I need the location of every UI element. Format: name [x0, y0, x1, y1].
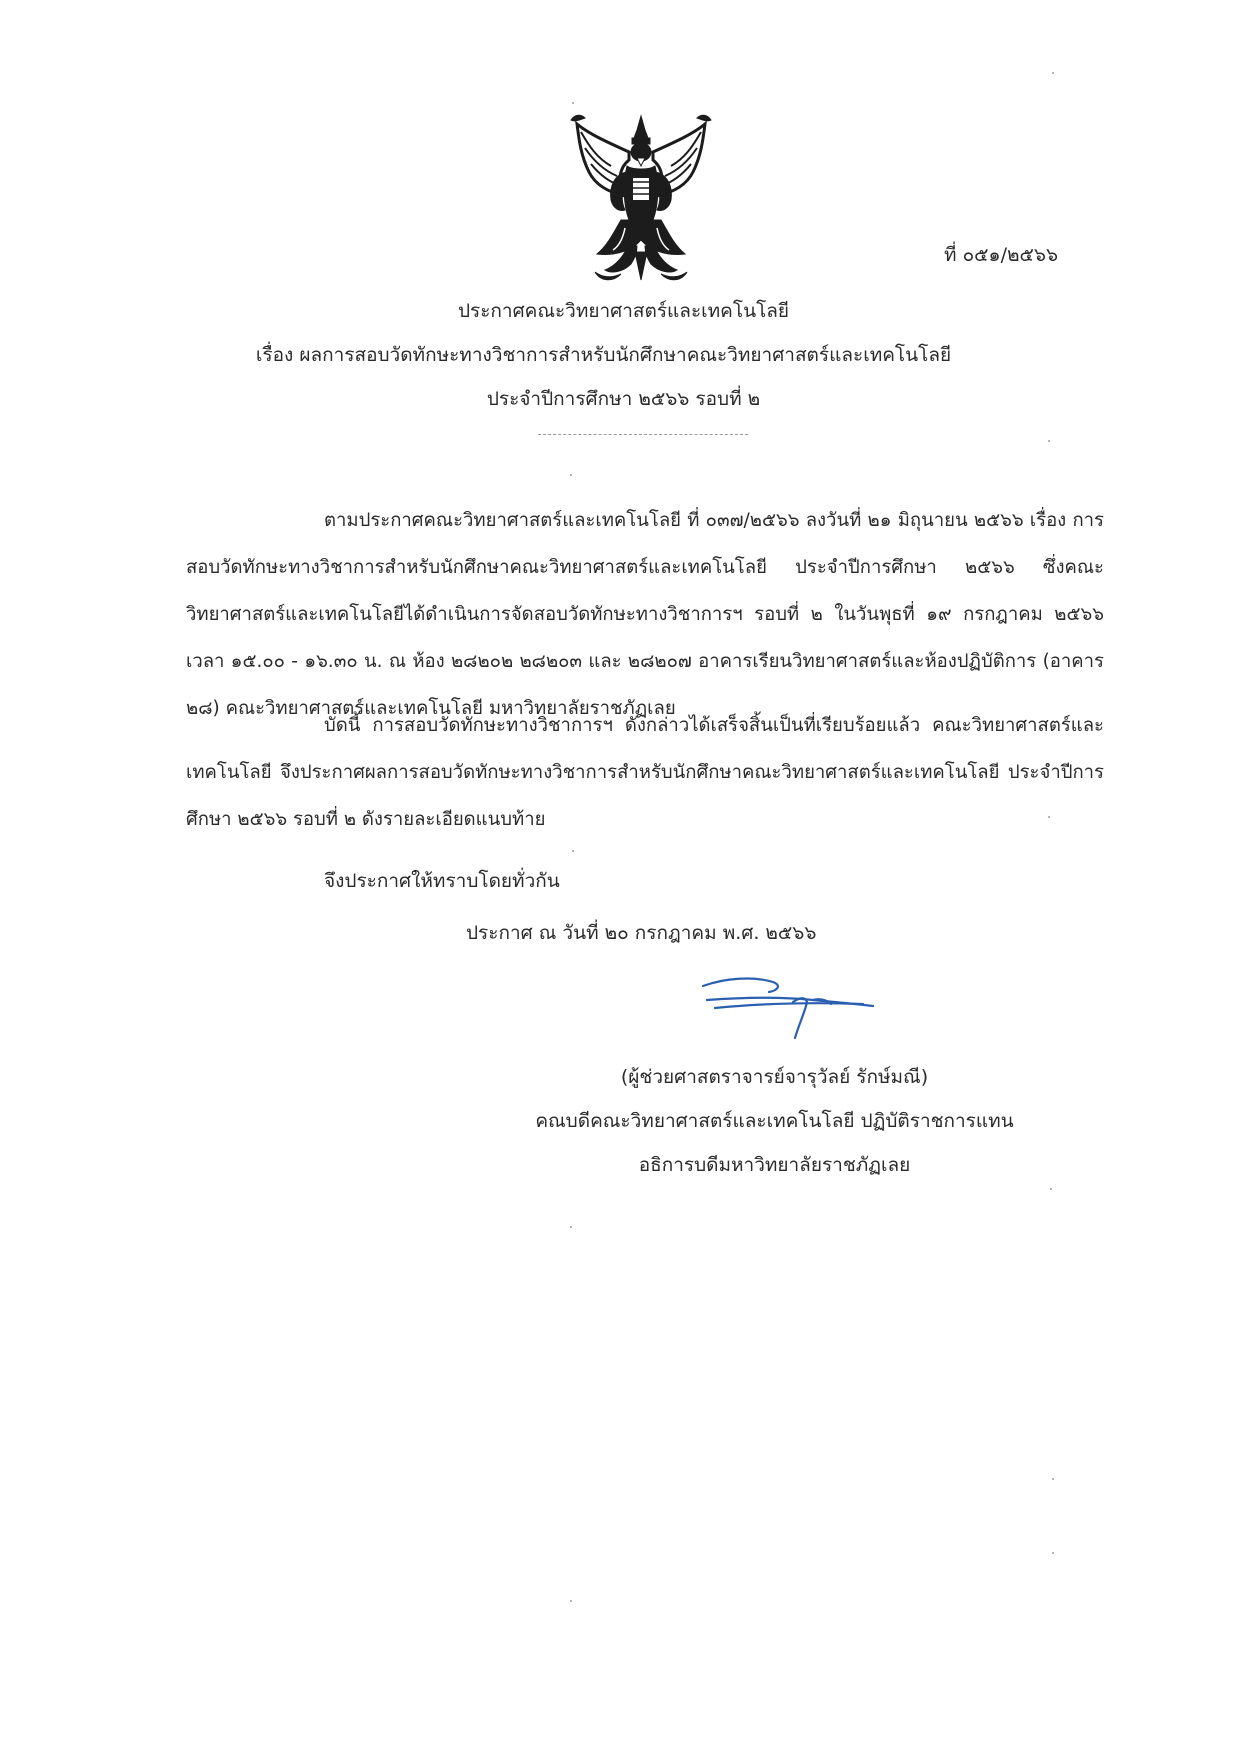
scan-speck — [1052, 1478, 1054, 1480]
signature-mark-icon — [695, 972, 880, 1042]
scan-speck — [570, 1600, 572, 1602]
garuda-emblem-icon — [567, 112, 715, 284]
scan-speck — [1052, 1552, 1054, 1554]
closing-statement: จึงประกาศให้ทราบโดยทั่วกัน — [324, 870, 560, 892]
announcement-subject: เรื่อง ผลการสอบวัดทักษะทางวิชาการสำหรับนักศึกษาคณะวิทยาศาสตร์และเทคโนโลยี — [255, 344, 952, 366]
signatory-acting-for: อธิการบดีมหาวิทยาลัยราชภัฏเลย — [638, 1154, 911, 1176]
announcement-issuer: ประกาศคณะวิทยาศาสตร์และเทคโนโลยี — [457, 300, 790, 322]
document-number: ที่ ๐๕๑/๒๕๖๖ — [944, 244, 1059, 266]
scan-speck — [1050, 1188, 1052, 1190]
signatory-position: คณบดีคณะวิทยาศาสตร์และเทคโนโลยี ปฏิบัติราชการแทน — [535, 1110, 1014, 1132]
announcement-date: ประกาศ ณ วันที่ ๒๐ กรกฎาคม พ.ศ. ๒๕๖๖ — [466, 922, 817, 944]
body-paragraph-2: บัดนี้ การสอบวัดทักษะทางวิชาการฯ ดังกล่าวได้เสร็จสิ้นเป็นที่เรียบร้อยแล้ว คณะวิทยาศาสตร์และเทคโนโลยี จึงประกาศผลการสอบวัดทักษะทางวิชาการสำหรับนักศึกษาคณะวิทยาศาสตร์และเทคโนโลยี ประจำปีการศึกษา ๒๕๖๖ รอบที่ ๒ ดังรายละเอียดแนบท้าย — [186, 715, 1104, 830]
scan-speck — [572, 102, 574, 104]
announcement-academic-year: ประจำปีการศึกษา ๒๕๖๖ รอบที่ ๒ — [486, 388, 761, 410]
body-paragraph-1: ตามประกาศคณะวิทยาศาสตร์และเทคโนโลยี ที่ ๐๓๗/๒๕๖๖ ลงวันที่ ๒๑ มิถุนายน ๒๕๖๖ เรื่อง การสอบวัดทักษะทางวิชาการสำหรับนักศึกษาคณะวิทยาศาสตร์และเทคโนโลยี ประจำปีการศึกษา ๒๕๖๖ ซึ่งคณะวิทยาศาสตร์และเทคโนโลยีได้ดำเนินการจัดสอบวัดทักษะทางวิชาการฯ รอบที่ ๒ ในวันพุธที่ ๑๙ กรกฎาคม ๒๕๖๖ เวลา ๑๕.๐๐ - ๑๖.๓๐ น. ณ ห้อง ๒๘๒๐๒ ๒๘๒๐๓ และ ๒๘๒๐๗ อาคารเรียนวิทยาศาสตร์และห้องปฏิบัติการ (อาคาร ๒๘) คณะวิทยาศาสตร์และเทคโนโลยี มหาวิทยาลัยราชภัฏเลย — [186, 510, 1104, 719]
scan-speck — [570, 1226, 572, 1228]
scan-speck — [1048, 816, 1050, 818]
scan-speck — [572, 850, 574, 852]
scan-speck — [1052, 72, 1054, 74]
scan-speck — [1048, 440, 1050, 442]
scan-speck — [570, 474, 572, 476]
signatory-name: (ผู้ช่วยศาสตราจารย์จารุวัลย์ รักษ์มณี) — [620, 1066, 929, 1088]
header-divider — [538, 434, 748, 435]
